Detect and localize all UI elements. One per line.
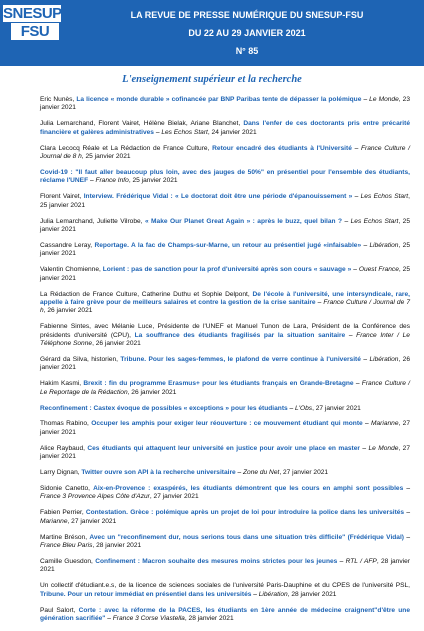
entry-source: – France 3 Corse Viastella — [105, 614, 185, 622]
entry-source: – Libération — [251, 590, 288, 598]
entry-title-link[interactable]: Tribune. Pour les sages-femmes, le plafond de verre continue à l'université — [120, 355, 361, 363]
entry-title-link[interactable]: Twitter ouvre son API à la recherche universitaire — [81, 469, 236, 477]
entry-authors: Thomas Rabino, — [40, 420, 92, 428]
entry-authors: Hakim Kasmi, — [40, 380, 84, 388]
entry-title-link[interactable]: Brexit : fin du programme Erasmus+ pour les étudiants français en Grande-Bretagne — [83, 380, 354, 388]
press-entry — [40, 405, 410, 413]
newsletter-title: LA REVUE DE PRESSE NUMÉRIQUE DU SNESUP-FSU — [130, 10, 364, 20]
entry-title-link[interactable]: Ces étudiants qui attaquent leur université en justice pour avoir une place en master — [87, 444, 360, 452]
entry-authors: Eric Nunès, — [40, 96, 77, 103]
entry-source: – RTL / AFP — [337, 557, 377, 565]
entry-title-link[interactable]: Corte : avec la réforme de la PACES, les étudiants en 1ère année de médecine craignent"d'être une génération sacrifiée" — [40, 606, 411, 622]
entry-date: , 28 janvier 2021 — [92, 542, 142, 550]
press-entry — [40, 509, 410, 526]
entry-date: , 25 janvier 2021 — [40, 217, 410, 233]
entry-date: , 27 janvier 2021 — [312, 404, 361, 412]
press-entry — [40, 291, 410, 316]
entry-authors: Fabien Perrier, — [40, 509, 86, 517]
entry-title-link[interactable]: La licence « monde durable » cofinancée par BNP Paribas tente de dépasser la polémique — [76, 96, 362, 103]
newsletter-issue-number: N° 85 — [235, 46, 259, 56]
entry-authors: Martine Bréson, — [40, 533, 90, 541]
entry-title-link[interactable]: Tribune. Pour un retour immédiat en présentiel dans les universités — [40, 590, 252, 598]
entry-authors: Un collectif d'étudiant.e.s, de la licence de sciences sociales de l'université Paris-Dauphine et du CPES de l'université PSL, — [40, 582, 410, 590]
entry-date: , 27 janvier 2021 — [40, 420, 410, 436]
entry-authors: Fabienne Sintes, avec Mélanie Luce, Présidente de l'UNEF et Manuel Tunon de Lara, Président de la Conférence des présidents d'université (CPU), — [40, 323, 410, 339]
press-entry — [40, 420, 410, 437]
entry-authors: Alice Raybaud, — [40, 444, 88, 452]
entry-date: , 25 janvier 2021 — [40, 193, 410, 209]
entry-date: , 26 janvier 2021 — [127, 388, 177, 396]
press-entry — [40, 356, 410, 373]
entry-title-link[interactable]: Retour encadré des étudiants à l'Université — [212, 144, 352, 152]
entry-title-link[interactable]: Dans l'enfer de ces doctorants pris entre précarité financière et galères administratives — [40, 120, 410, 136]
entry-source: – Le Monde — [359, 444, 399, 452]
entry-date: , 25 janvier 2021 — [81, 153, 131, 161]
section-title: L'enseignement supérieur et la recherche — [122, 74, 302, 85]
entry-date: , 26 janvier 2021 — [40, 355, 410, 372]
press-entry — [40, 607, 410, 624]
entry-source: – Les Echos Start — [153, 128, 208, 136]
press-entry — [40, 96, 410, 113]
entry-date: , 27 janvier 2021 — [67, 517, 117, 525]
press-entry — [40, 445, 410, 462]
entry-title-link[interactable]: De l'école à l'université, une intersyndicale, rare, appelle à faire grève pour de meilleurs salaires et contre la gestion de la crise sanitaire — [40, 290, 410, 306]
press-entry — [40, 266, 410, 283]
entry-date: , 27 janvier 2021 — [279, 469, 329, 477]
entry-title-link[interactable]: Occuper les amphis pour exiger leur réouverture : ce mouvement étudiant qui monte — [91, 420, 363, 428]
entry-authors: Larry Dignan, — [40, 469, 82, 477]
entry-source: – France 3 Provence Alpes Côte d'Azur — [40, 485, 411, 501]
press-entry — [40, 169, 410, 186]
entry-title-link[interactable]: Lorient : pas de sanction pour la prof d'université après son cours « sauvage » — [102, 266, 352, 274]
press-entries-list — [40, 96, 410, 631]
entry-source: – Libération — [360, 355, 399, 363]
entry-title-link[interactable]: Reconfinement : Castex évoque de possibles « exceptions » pour les étudiants — [40, 404, 288, 412]
entry-title-link[interactable]: « Make Our Planet Great Again » : après le buzz, quel bilan ? — [144, 217, 343, 225]
entry-date: , 24 janvier 2021 — [207, 128, 257, 136]
logo-text-fsu: FSU — [11, 23, 59, 40]
press-entry — [40, 380, 410, 397]
entry-title-link[interactable]: Interview. Frédérique Vidal : « Le doctorat doit être une période d'épanouissement » — [83, 193, 353, 201]
entry-authors: Clara Lecocq Réale et La Rédaction de France Culture, — [40, 144, 213, 152]
entry-title-link[interactable]: Confinement : Macron souhaite des mesures moins strictes pour les jeunes — [95, 557, 338, 565]
entry-date: , 25 janvier 2021 — [40, 266, 410, 282]
entry-source: – France Culture / Journal de 8 h — [40, 144, 411, 161]
entry-authors: Sidonie Canetto, — [40, 485, 94, 492]
entry-authors: Florent Vairet, — [40, 193, 84, 201]
entry-source: – Les Echos Start — [342, 217, 399, 225]
press-entry — [40, 469, 410, 477]
press-entry — [40, 120, 410, 137]
entry-source: – France Culture / Journal de 7 h — [40, 298, 410, 315]
press-entry — [40, 242, 410, 259]
entry-date: , 28 janvier 2021 — [40, 557, 411, 574]
press-entry — [40, 582, 410, 599]
press-entry — [40, 485, 410, 502]
entry-title-link[interactable]: La souffrance des étudiants fragilisés par la situation sanitaire — [134, 331, 346, 339]
entry-authors: La Rédaction de France Culture, Catherine Duthu et Sophie Delpont, — [40, 290, 253, 298]
newsletter-date-range: DU 22 AU 29 JANVIER 2021 — [188, 28, 306, 38]
logo-text-snesup: SNESUP — [3, 5, 62, 22]
entry-source: – France Bleu Paris — [40, 533, 411, 550]
snesup-fsu-logo — [3, 3, 61, 49]
press-entry — [40, 323, 410, 348]
entry-source: – Zone du Net — [235, 469, 280, 477]
press-entry — [40, 218, 410, 235]
entry-date: , 27 janvier 2021 — [40, 444, 411, 461]
entry-authors: Paul Salort, — [40, 606, 79, 614]
press-entry — [40, 193, 410, 210]
entry-source: – Le Monde — [361, 96, 399, 103]
entry-title-link[interactable]: Avec un "reconfinement dur, nous serions tous dans une situation très difficile" (Frédérique Vidal) — [89, 533, 405, 541]
entry-title-link[interactable]: Covid-19 : "Il faut aller beaucoup plus loin, avec des jauges de 50%" en présentiel pour l'ensemble des étudiants, réclame l'UNEF — [40, 168, 410, 185]
entry-source: – Marianne — [362, 420, 399, 428]
entry-source: – Les Echos Start — [352, 193, 409, 201]
press-entry — [40, 558, 410, 575]
entry-title-link[interactable]: Contestation. Grèce : polémique après un projet de loi pour introduire la police dans les universités — [85, 509, 405, 517]
entry-date: , 28 janvier 2021 — [184, 614, 234, 622]
press-entry — [40, 534, 410, 551]
entry-authors: Julia Lemarchand, Juliette Vilrobe, — [40, 217, 145, 225]
entry-source: – Ouest France — [351, 266, 399, 274]
entry-title-link[interactable]: Reportage. A la fac de Champs-sur-Marne, un retour au présentiel jugé «infaisable» — [94, 241, 362, 249]
entry-authors: Julia Lemarchand, Florent Vairet, Hélène Bielak, Ariane Blanchet, — [40, 120, 244, 128]
entry-source: – L'Obs — [287, 404, 313, 412]
entry-authors: Valentin Chomienne, — [40, 266, 103, 274]
entry-date: , 23 janvier 2021 — [40, 96, 410, 112]
entry-authors: Gérard da Silva, historien, — [40, 355, 121, 363]
entry-title-link[interactable]: Aix-en-Provence : exaspérés, les étudiants démontrent que les cours en amphi sont possibles — [93, 485, 404, 492]
newsletter-header — [0, 0, 424, 66]
entry-authors: Camille Guesdon, — [40, 557, 96, 565]
entry-source: – Marianne — [40, 509, 411, 525]
entry-date: , 27 janvier 2021 — [149, 493, 199, 501]
entry-authors: Cassandre Leray, — [40, 241, 95, 249]
entry-source: – Libération — [361, 241, 399, 249]
entry-source: – France Inter / Le Téléphone Sonne — [40, 331, 410, 348]
entry-date: , 25 janvier 2021 — [128, 177, 178, 185]
entry-date: , 26 janvier 2021 — [43, 307, 93, 315]
press-entry — [40, 145, 410, 162]
entry-date: , 26 janvier 2021 — [92, 340, 141, 348]
entry-source: – France Culture / Le Reportage de la Rédaction — [40, 380, 410, 396]
entry-date: , 25 janvier 2021 — [40, 241, 411, 258]
entry-date: , 28 janvier 2021 — [287, 590, 337, 598]
entry-source: – France Info — [88, 177, 129, 185]
